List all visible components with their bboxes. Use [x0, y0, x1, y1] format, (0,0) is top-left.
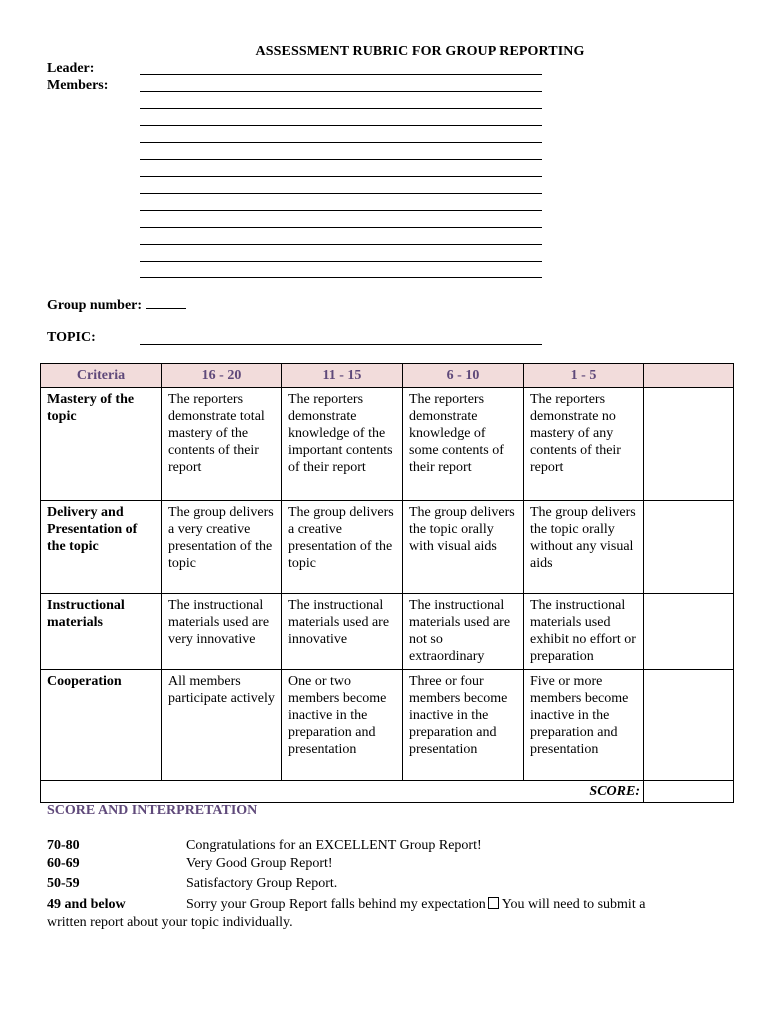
criteria-cell: Mastery of the topic	[41, 388, 162, 501]
leader-line[interactable]	[140, 74, 542, 75]
members-label: Members:	[47, 78, 109, 93]
rubric-cell: One or two members become inactive in the preparation and presentation	[282, 670, 403, 781]
rubric-cell: The reporters demonstrate total mastery of the contents of their report	[162, 388, 282, 501]
header-16-20: 16 - 20	[162, 364, 282, 388]
score-meaning-continued: You will need to submit a written report about your topic individually.	[47, 897, 646, 930]
table-header-row	[41, 364, 734, 388]
header-score-column	[644, 364, 734, 388]
member-line[interactable]	[140, 277, 542, 278]
header-1-5: 1 - 5	[524, 364, 644, 388]
member-line[interactable]	[140, 227, 542, 228]
score-range: 70-80	[47, 838, 80, 853]
score-input-cell[interactable]	[644, 670, 734, 781]
interpretation-item	[47, 896, 657, 932]
member-line[interactable]	[140, 210, 542, 211]
total-score-cell[interactable]	[644, 781, 734, 803]
header-criteria: Criteria	[41, 364, 162, 388]
member-line[interactable]	[140, 176, 542, 177]
header-11-15: 11 - 15	[282, 364, 403, 388]
topic-label: TOPIC:	[47, 330, 96, 345]
member-line[interactable]	[140, 244, 542, 245]
rubric-cell: All members participate actively	[162, 670, 282, 781]
leader-label: Leader:	[47, 61, 95, 76]
member-line[interactable]	[140, 193, 542, 194]
group-number-row	[47, 296, 186, 314]
criteria-cell: Delivery and Presentation of the topic	[41, 501, 162, 594]
rubric-cell: The instructional materials used are innovative	[282, 594, 403, 670]
member-line[interactable]	[140, 125, 542, 126]
score-meaning: Very Good Group Report!	[186, 856, 333, 871]
score-input-cell[interactable]	[644, 501, 734, 594]
score-range: 49 and below	[47, 897, 126, 912]
rubric-cell: Five or more members become inactive in the preparation and presentation	[524, 670, 644, 781]
header-6-10: 6 - 10	[403, 364, 524, 388]
rubric-cell: Three or four members become inactive in the preparation and presentation	[403, 670, 524, 781]
rubric-cell: The group delivers a creative presentation of the topic	[282, 501, 403, 594]
rubric-cell: The group delivers the topic orally with visual aids	[403, 501, 524, 594]
score-meaning: Congratulations for an EXCELLENT Group Report!	[186, 838, 482, 853]
rubric-cell: The reporters demonstrate knowledge of the important contents of their report	[282, 388, 403, 501]
page-title: ASSESSMENT RUBRIC FOR GROUP REPORTING	[255, 44, 585, 59]
rubric-cell: The reporters demonstrate no mastery of any contents of their report	[524, 388, 644, 501]
score-meaning: Sorry your Group Report falls behind my expectation	[186, 897, 486, 912]
group-number-field[interactable]	[146, 296, 186, 309]
rubric-cell: The instructional materials used are very innovative	[162, 594, 282, 670]
score-range: 50-59	[47, 876, 80, 891]
rubric-cell: The instructional materials used are not so extraordinary	[403, 594, 524, 670]
score-row	[41, 781, 734, 803]
member-line[interactable]	[140, 108, 542, 109]
rubric-table	[40, 363, 734, 803]
rubric-cell: The reporters demonstrate knowledge of some contents of their report	[403, 388, 524, 501]
member-line[interactable]	[140, 261, 542, 262]
score-label: SCORE:	[41, 781, 644, 803]
table-row	[41, 388, 734, 501]
member-line[interactable]	[140, 91, 542, 92]
group-number-label: Group number:	[47, 298, 143, 313]
table-row	[41, 594, 734, 670]
interpretation-title: SCORE AND INTERPRETATION	[47, 803, 258, 818]
score-input-cell[interactable]	[644, 388, 734, 501]
table-row	[41, 501, 734, 594]
rubric-cell: The group delivers the topic orally without any visual aids	[524, 501, 644, 594]
checkbox-glyph-icon	[488, 897, 499, 909]
criteria-cell: Instructional materials	[41, 594, 162, 670]
score-input-cell[interactable]	[644, 594, 734, 670]
topic-line[interactable]	[140, 344, 542, 345]
table-row	[41, 670, 734, 781]
member-line[interactable]	[140, 159, 542, 160]
rubric-cell: The instructional materials used exhibit no effort or preparation	[524, 594, 644, 670]
rubric-cell: The group delivers a very creative presentation of the topic	[162, 501, 282, 594]
score-range: 60-69	[47, 856, 80, 871]
score-meaning: Satisfactory Group Report.	[186, 876, 338, 891]
member-line[interactable]	[140, 142, 542, 143]
criteria-cell: Cooperation	[41, 670, 162, 781]
